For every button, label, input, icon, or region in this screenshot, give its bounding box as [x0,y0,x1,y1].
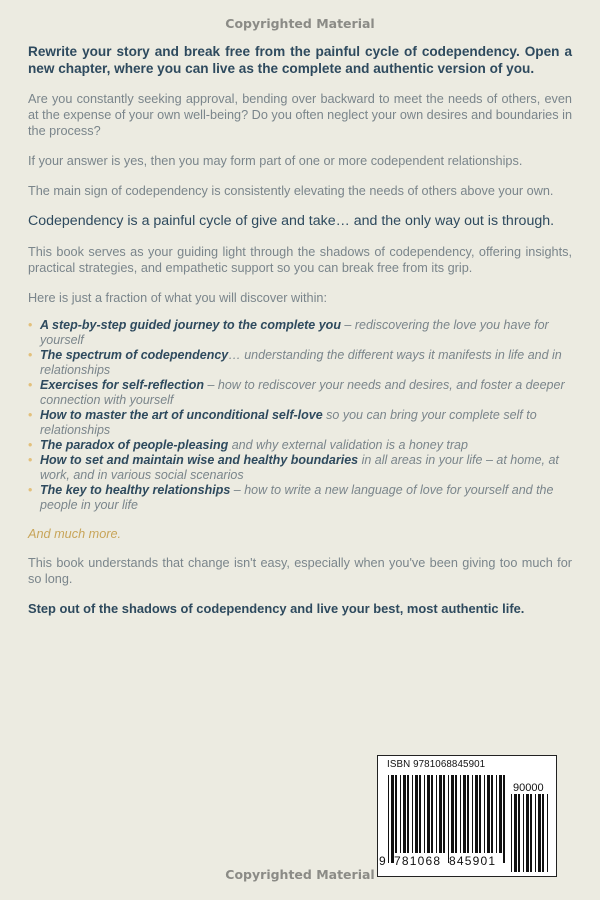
barcode-addon-bars [511,794,549,872]
list-item: • Exercises for self-reflection – how to rediscover your needs and desires, and foster a deeper connection with yourself [28,378,565,407]
list-intro: Here is just a fraction of what you will discover within: [28,291,327,305]
bullet-icon: • [28,438,33,452]
list-item: • How to set and maintain wise and healthy boundaries in all areas in your life – at home, at work, and in various social scenarios [28,453,559,482]
list-item: • A step-by-step guided journey to the complete you – rediscovering the love you have for yourself [28,318,549,347]
list-item: • The key to healthy relationships – how to write a new language of love for yourself and the people in your life [28,483,554,512]
list-item: • The spectrum of codependency… understanding the different ways it manifests in life and in relationships [28,348,562,377]
list-item: • The paradox of people-pleasing and why external validation is a honey trap [28,438,468,452]
lead-paragraph: Rewrite your story and break free from the painful cycle of codependency. Open a new chapter, where you can live as the complete and authentic version of you. [28,44,572,76]
paragraph-understands: This book understands that change isn't easy, especially when you've been giving too much for so long. [28,556,572,586]
and-much-more: And much more. [28,527,122,541]
paragraph-guide: This book serves as your guiding light through the shadows of codependency, offering insights, practical strategies, and empathetic support so you can break free from its grip. [28,245,572,275]
barcode-main-bars [388,775,506,863]
feature-list [28,318,572,513]
bullet-icon: • [28,483,33,497]
paragraph-answer: If your answer is yes, then you may form part of one or more codependent relationships. [28,154,523,168]
price-code: 90000 [513,782,544,794]
bullet-icon: • [28,348,33,362]
isbn-label: ISBN 9781068845901 [387,759,486,770]
bullet-icon: • [28,408,33,422]
back-cover-text [28,44,572,617]
isbn-barcode: ISBN 9781068845901 90000 9 781068 845901 [377,755,557,877]
bullet-icon: • [28,318,33,332]
bullet-icon: • [28,378,33,392]
watermark-bottom: Copyrighted Material [225,867,375,882]
watermark-top: Copyrighted Material [225,16,375,31]
list-item: • How to master the art of unconditional self-love so you can bring your complete self to relationships [28,408,537,437]
emphasis-paragraph: Codependency is a painful cycle of give and take… and the only way out is through. [28,213,555,229]
paragraph-main-sign: The main sign of codependency is consistently elevating the needs of others above your own. [28,184,554,198]
bullet-icon: • [28,453,33,467]
closing-line: Step out of the shadows of codependency and live your best, most authentic life. [28,601,525,616]
paragraph-approval: Are you constantly seeking approval, bending over backward to meet the needs of others, even at the expense of your own well-being? Do you often neglect your own desires and boundaries in the process? [28,92,572,138]
